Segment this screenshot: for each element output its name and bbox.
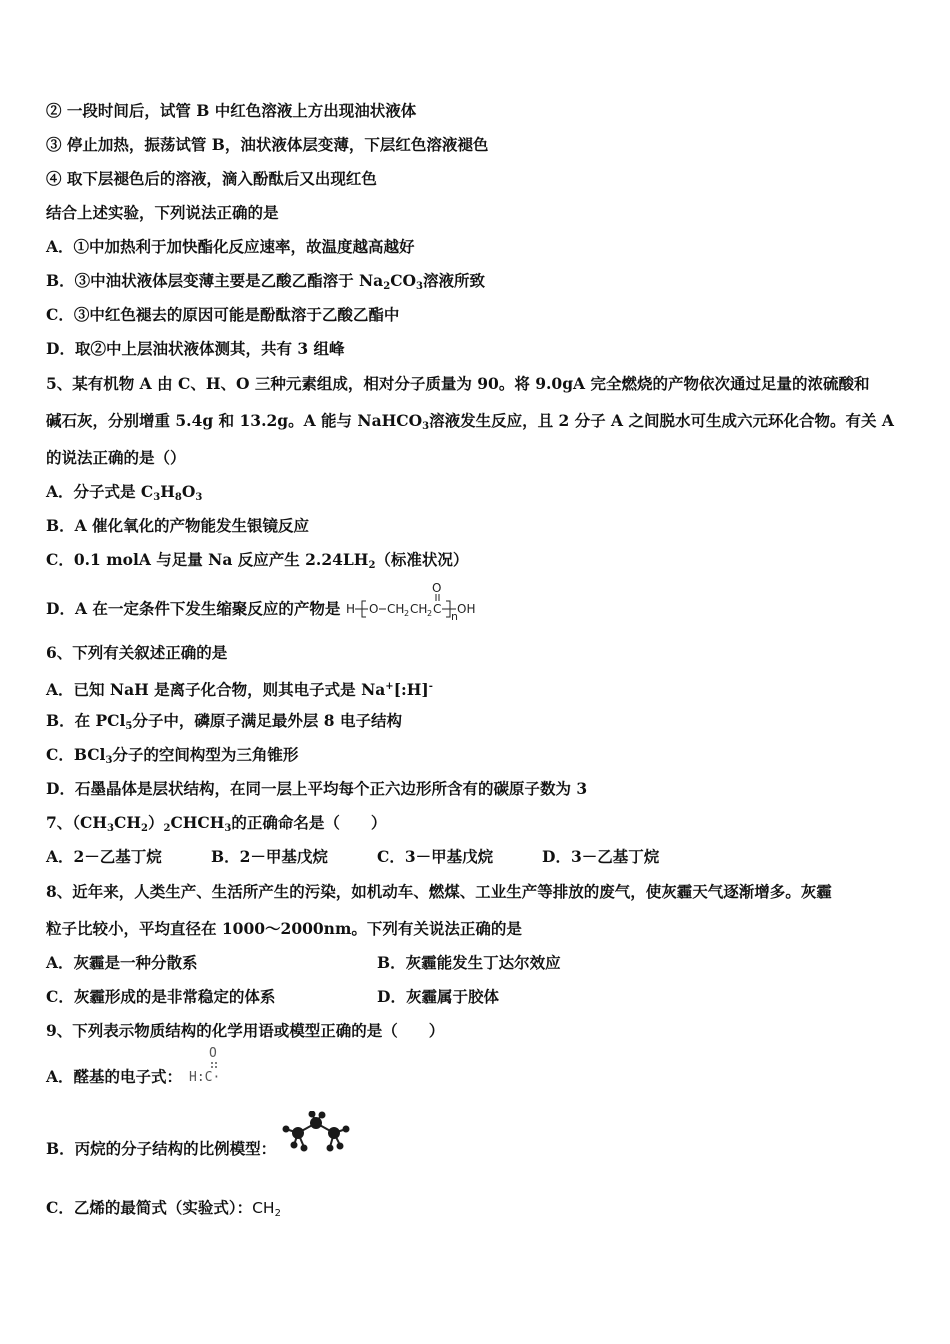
text-line: ② 一段时间后，试管 B 中红色溶液上方出现油状液体 [46,101,417,120]
option-b: B．③中油状液体层变薄主要是乙酸乙酯溶于 $Na_2CO_3$溶液所致 [46,271,486,292]
question-8: 8、近年来，人类生产、生活所产生的污染，如机动车、燃煤、工业生产等排放的废气，使灰霾天气逐渐增多。灰霾 [46,882,832,901]
option-b: B．灰霾能发生丁达尔效应 [377,953,561,972]
option-c: C．0.1 molA 与足量 Na 反应产生 $2.24LH_2$（标准状况） [46,550,469,571]
option-a: A．①中加热利于加快酯化反应速率，故温度越高越好 [46,237,415,256]
option-b: B．在 PCl$_5$分子中，磷原子满足最外层 8 电子结构 [46,711,402,732]
text-line: ④ 取下层褪色后的溶液，滴入酚酞后又出现红色 [46,169,377,188]
text-line: ③ 停止加热，振荡试管 B，油状液体层变薄，下层红色溶液褪色 [46,135,489,154]
svg-text:H: H [345,602,355,616]
option-c: C．灰霾形成的是非常稳定的体系 [46,987,276,1006]
svg-text:CH: CH [409,602,428,616]
option-a: A．已知 NaH 是离子化合物，则其电子式是 Na+[:H]- [46,680,433,699]
option-a: A．灰霾是一种分散系 [46,953,198,972]
option-d: D．石墨晶体是层状结构，在同一层上平均每个正六边形所含有的碳原子数为 3 [46,779,588,798]
aldehyde-electron-formula [187,1045,237,1089]
question-5-line-3: 的说法正确的是（） [46,448,186,467]
option-d: D．取②中上层油状液体测其，共有 3 组峰 [46,339,345,358]
svg-text:CH: CH [386,602,405,616]
option-d: D．灰霾属于胶体 [377,987,499,1006]
option-a: A．分子式是 $C_3H_8O_3$ [46,482,203,503]
option-b: B．丙烷的分子结构的比例模型： [46,1139,350,1159]
polyester-structure [346,583,506,623]
svg-text:OH: OH [456,602,476,616]
svg-text:C: C [432,602,442,616]
question-5: 5、某有机物 A 由 C、H、O 三种元素组成，相对分子质量为 90。将 9.0gA 完全燃烧的产物依次通过足量的浓硫酸和 [46,374,870,393]
svg-text:H:C·: H:C· [189,1070,221,1085]
propane-ball-model [282,1111,350,1159]
svg-text:n: n [450,610,458,623]
option-b: B．2－甲基戊烷 [211,847,328,866]
text-line: 结合上述实验，下列说法正确的是 [46,203,279,222]
option-c: C．③中红色褪去的原因可能是酚酞溶于乙酸乙酯中 [46,305,400,324]
option-c: C．乙烯的最简式（实验式）：$CH_2$ [46,1198,281,1219]
question-7: 7、$(CH_3CH_2)_2CHCH_3$的正确命名是（ ） [46,813,387,834]
svg-text:O: O [209,1046,218,1061]
option-d: D．A 在一定条件下发生缩聚反应的产物是 H O CH 2 CH 2 C O n OH [46,597,506,623]
svg-text:2: 2 [426,609,432,618]
question-6: 6、下列有关叙述正确的是 [46,643,228,662]
option-d: D．3－乙基丁烷 [542,847,660,866]
svg-text:O: O [431,583,442,595]
question-9: 9、下列表示物质结构的化学用语或模型正确的是（ ） [46,1021,445,1040]
option-c: C．BCl$_3$分子的空间构型为三角锥形 [46,745,299,766]
option-c: C．3－甲基戊烷 [377,847,494,866]
svg-text:2: 2 [403,609,409,618]
option-a: A．2－乙基丁烷 [46,847,162,866]
option-a: A．醛基的电子式： O H:C· [46,1067,237,1089]
question-8-line-2: 粒子比较小，平均直径在 1000～2000nm。下列有关说法正确的是 [46,919,522,938]
question-5-line-2: 碱石灰，分别增重 5.4g 和 13.2g。A 能与 NaHCO$_3$溶液发生反应，且 2 分子 A 之间脱水可生成六元环化合物。有关 A [46,411,894,432]
svg-text:O: O [368,602,379,616]
option-b: B．A 催化氧化的产物能发生银镜反应 [46,516,310,535]
